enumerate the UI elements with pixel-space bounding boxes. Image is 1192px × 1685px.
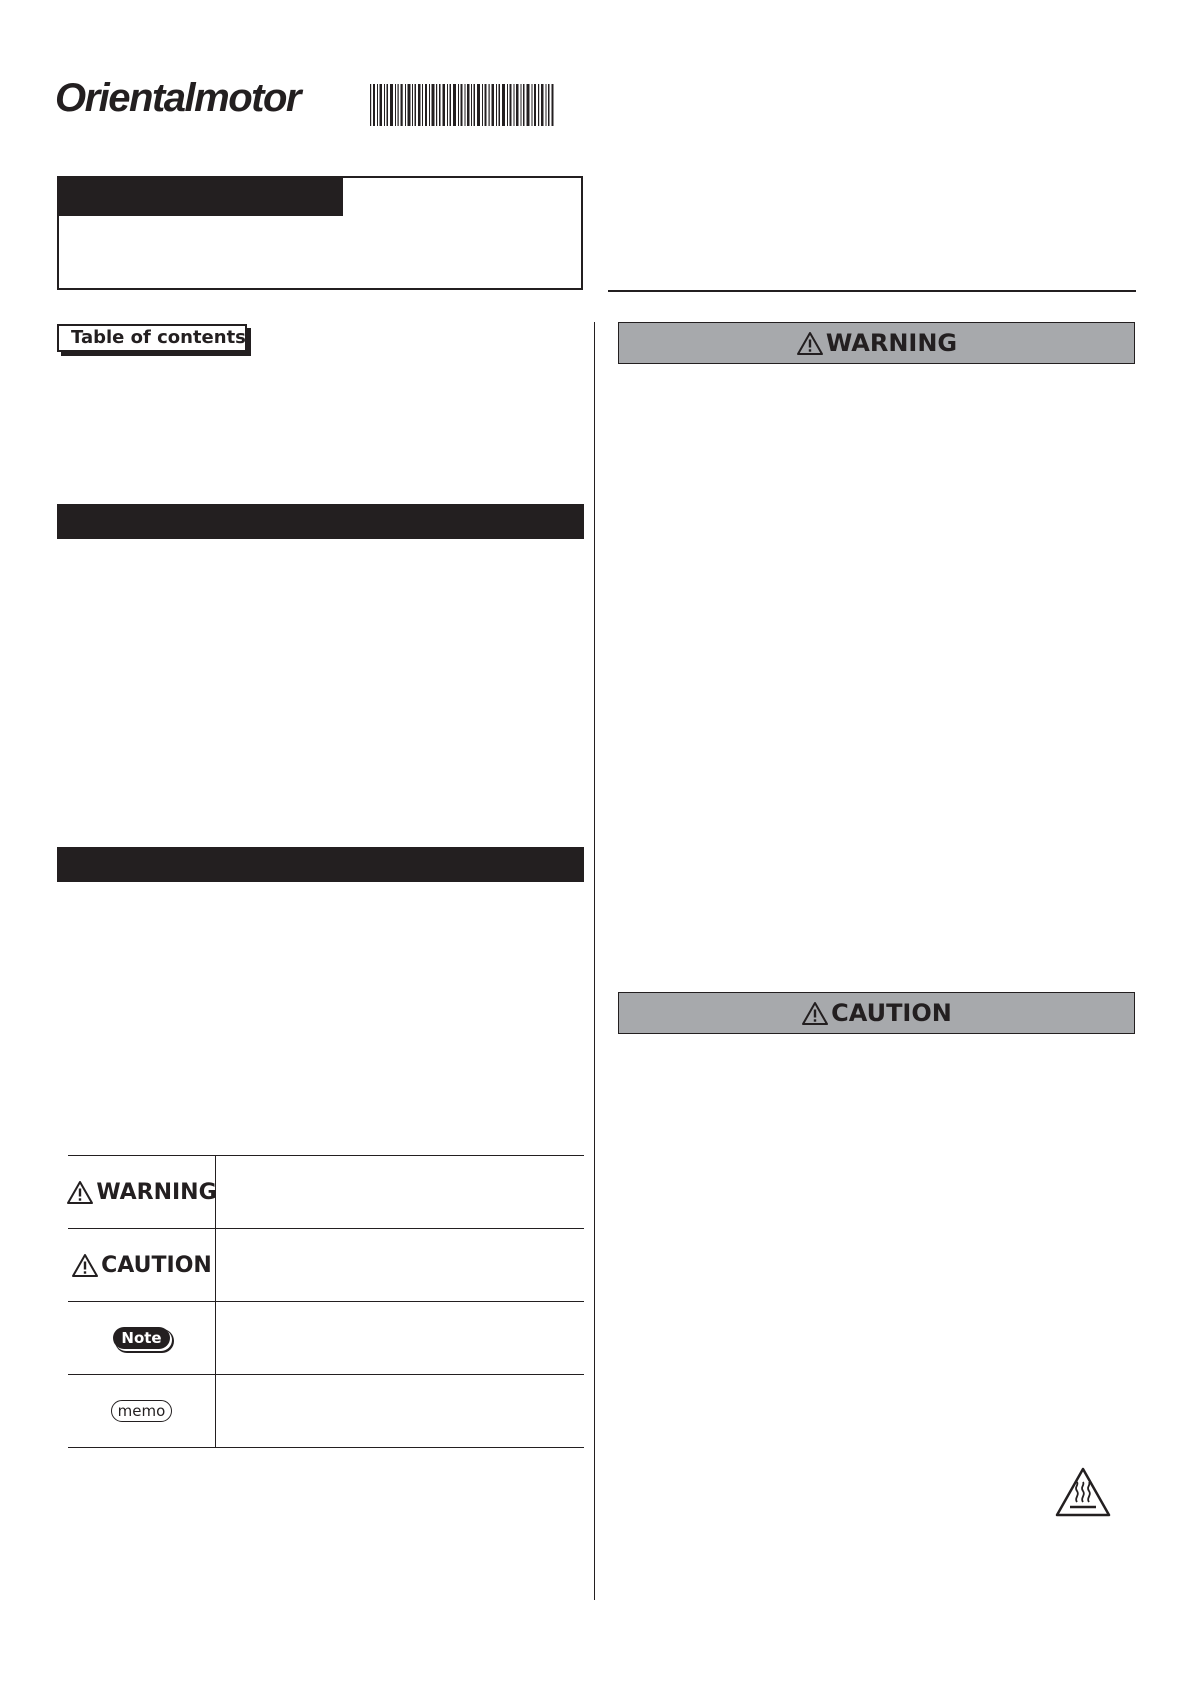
memo-icon: memo	[111, 1400, 173, 1422]
title-box-header-bar	[59, 178, 343, 216]
brand-logo: Orientalmotor	[55, 76, 300, 120]
title-rule	[608, 290, 1136, 292]
warning-header-box	[618, 322, 1135, 364]
symbol-row-note	[68, 1301, 584, 1374]
safety-symbol-table	[68, 1155, 584, 1448]
symbol-cell	[68, 1229, 216, 1301]
symbol-cell	[68, 1375, 216, 1447]
note-icon: Note	[113, 1327, 169, 1349]
symbol-cell	[68, 1156, 216, 1228]
barcode	[370, 84, 555, 126]
caution-signal-word	[801, 999, 952, 1027]
warning-signal-word	[66, 1180, 216, 1205]
caution-signal-word	[71, 1253, 212, 1278]
warning-signal-word	[796, 329, 957, 357]
title-box	[57, 176, 583, 290]
hot-surface-icon	[1054, 1466, 1112, 1518]
symbol-cell	[68, 1302, 216, 1374]
toc-tab-label: Table of contents	[57, 324, 247, 352]
warning-triangle-icon	[796, 331, 824, 356]
warning-triangle-icon	[66, 1180, 94, 1205]
section-heading-bar-1	[57, 504, 584, 539]
warning-triangle-icon	[801, 1001, 829, 1026]
column-divider	[594, 322, 595, 1600]
caution-header-label: CAUTION	[831, 999, 952, 1027]
section-heading-bar-2	[57, 847, 584, 882]
caution-header-box	[618, 992, 1135, 1034]
symbol-label: CAUTION	[101, 1252, 212, 1278]
symbol-label: WARNING	[96, 1179, 217, 1205]
symbol-row-warning	[68, 1155, 584, 1228]
warning-triangle-icon	[71, 1253, 99, 1278]
symbol-row-memo	[68, 1374, 584, 1448]
warning-header-label: WARNING	[825, 329, 958, 357]
symbol-row-caution	[68, 1228, 584, 1301]
